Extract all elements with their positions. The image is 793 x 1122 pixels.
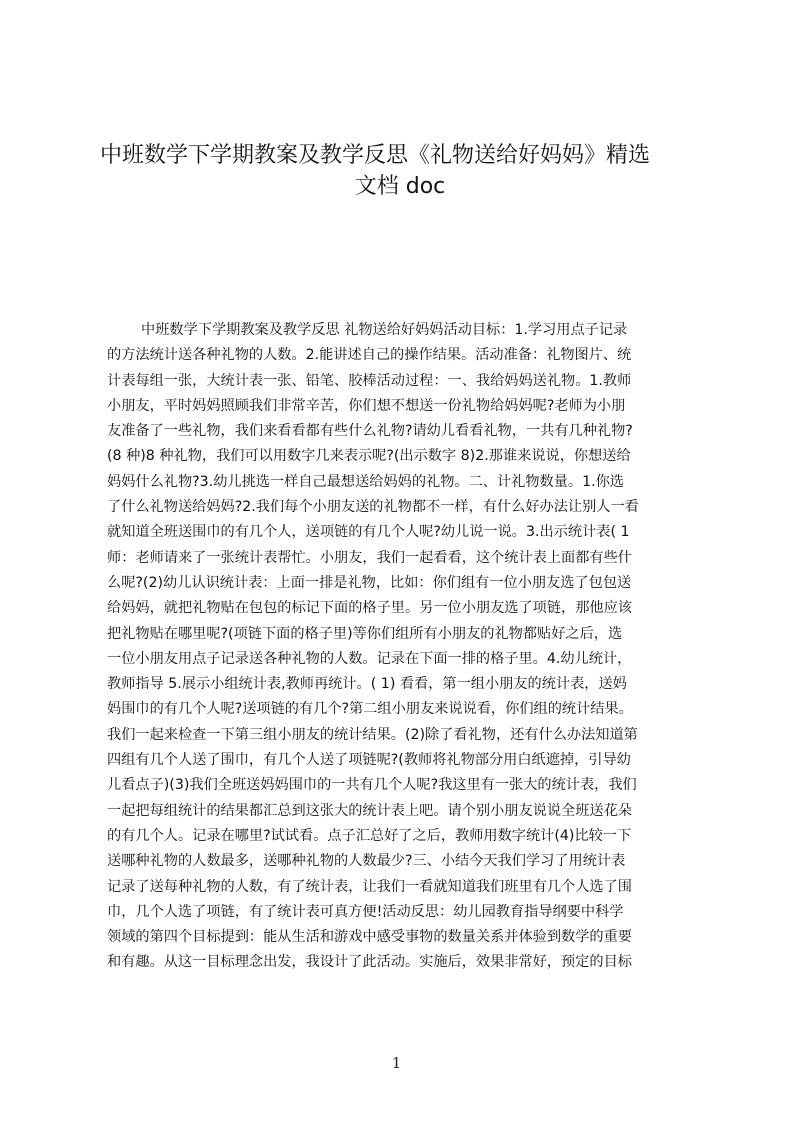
body-line-10: 师：老师请来了一张统计表帮忙。小朋友，我们一起看看，这个统计表上面都有些什 [107, 549, 632, 566]
body-line-16: 妈围巾的有几个人呢?送项链的有几个?第二组小朋友来说说看，你们组的统计结果。 [107, 701, 633, 718]
body-line-13: 把礼物贴在哪里呢?(项链下面的格子里)等你们组所有小朋友的礼物都贴好之后，选 [107, 625, 623, 642]
body-line-17: 我们一起来检查一下第三组小朋友的统计结果。(2)除了看礼物，还有什么办法知道第 [107, 726, 638, 743]
body-line-19: 儿看点子)(3)我们全班送妈妈围巾的一共有几个人呢?我这里有一张大的统计表，我们 [107, 777, 637, 794]
body-line-24: 巾，几个人选了项链，有了统计表可真方便!活动反思：幼儿园教育指导纲要中科学 [107, 903, 624, 920]
body-line-20: 一起把每组统计的结果都汇总到这张大的统计表上吧。请个别小朋友说说全班送花朵 [107, 802, 632, 819]
body-line-2: 的方法统计送各种礼物的人数。2.能讲述自己的操作结果。活动准备：礼物图片、统 [107, 347, 632, 364]
body-line-12: 给妈妈，就把礼物贴在包包的标记下面的格子里。另一位小朋友选了项链，那他应该 [107, 600, 632, 617]
body-line-25: 领域的第四个目标提到：能从生活和游戏中感受事物的数量关系并体验到数学的重要 [107, 929, 632, 946]
document-title [100, 140, 700, 202]
body-line-23: 记录了送每种礼物的人数，有了统计表，让我们一看就知道我们班里有几个人选了围 [107, 878, 632, 895]
body-line-5: 友准备了一些礼物，我们来看看都有些什么礼物?请幼儿看看礼物，一共有几种礼物? [107, 423, 633, 440]
body-line-18: 四组有几个人送了围巾，有几个人送了项链呢?(教师将礼物部分用白纸遮掉，引导幼 [107, 752, 631, 769]
page-number: 1 [391, 1054, 402, 1072]
body-line-1: 中班数学下学期教案及教学反思 礼物送给好妈妈活动目标：1.学习用点子记录 [141, 322, 628, 338]
body-line-6: (8 种)8 种礼物，我们可以用数字几来表示呢?(出示数字 8)2.那谁来说说，你想送给 [107, 448, 631, 465]
body-line-14: 一位小朋友用点子记录送各种礼物的人数。记录在下面一排的格子里。4.幼儿统计， [107, 650, 632, 667]
title-line-1: 中班数学下学期教案及教学反思《礼物送给好妈妈》精选 [100, 143, 651, 168]
body-line-4: 小朋友，平时妈妈照顾我们非常辛苦，你们想不想送一份礼物给妈妈呢?老师为小朋 [107, 397, 626, 414]
document-body [107, 318, 697, 976]
title-line-2: 文档 doc [354, 174, 446, 199]
body-line-15: 教师指导 5.展示小组统计表,教师再统计。( 1) 看看，第一组小朋友的统计表，送妈 [107, 676, 627, 693]
body-line-7: 妈妈什么礼物?3.幼儿挑选一样自己最想送给妈妈的礼物。二、计礼物数量。1.你选 [107, 473, 624, 490]
body-line-21: 的有几个人。记录在哪里?试试看。点子汇总好了之后，教师用数字统计(4)比较一下 [107, 827, 632, 844]
body-line-9: 就知道全班送围巾的有几个人，送项链的有几个人呢?幼儿说一说。3.出示统计表( 1 [107, 524, 630, 541]
body-line-26: 和有趣。从这一目标理念出发，我设计了此活动。实施后，效果非常好，预定的目标 [107, 954, 632, 971]
body-line-8: 了什么礼物送给妈妈?2.我们每个小朋友送的礼物都不一样，有什么好办法让别人一看 [107, 499, 639, 516]
body-line-11: 么呢?(2)幼儿认识统计表：上面一排是礼物，比如：你们组有一位小朋友选了包包送 [107, 574, 632, 591]
body-line-22: 送哪种礼物的人数最多，送哪种礼物的人数最少?三、小结今天我们学习了用统计表 [107, 853, 626, 870]
body-line-3: 计表每组一张，大统计表一张、铅笔、胶棒活动过程：一、我给妈妈送礼物。1.教师 [107, 372, 632, 389]
